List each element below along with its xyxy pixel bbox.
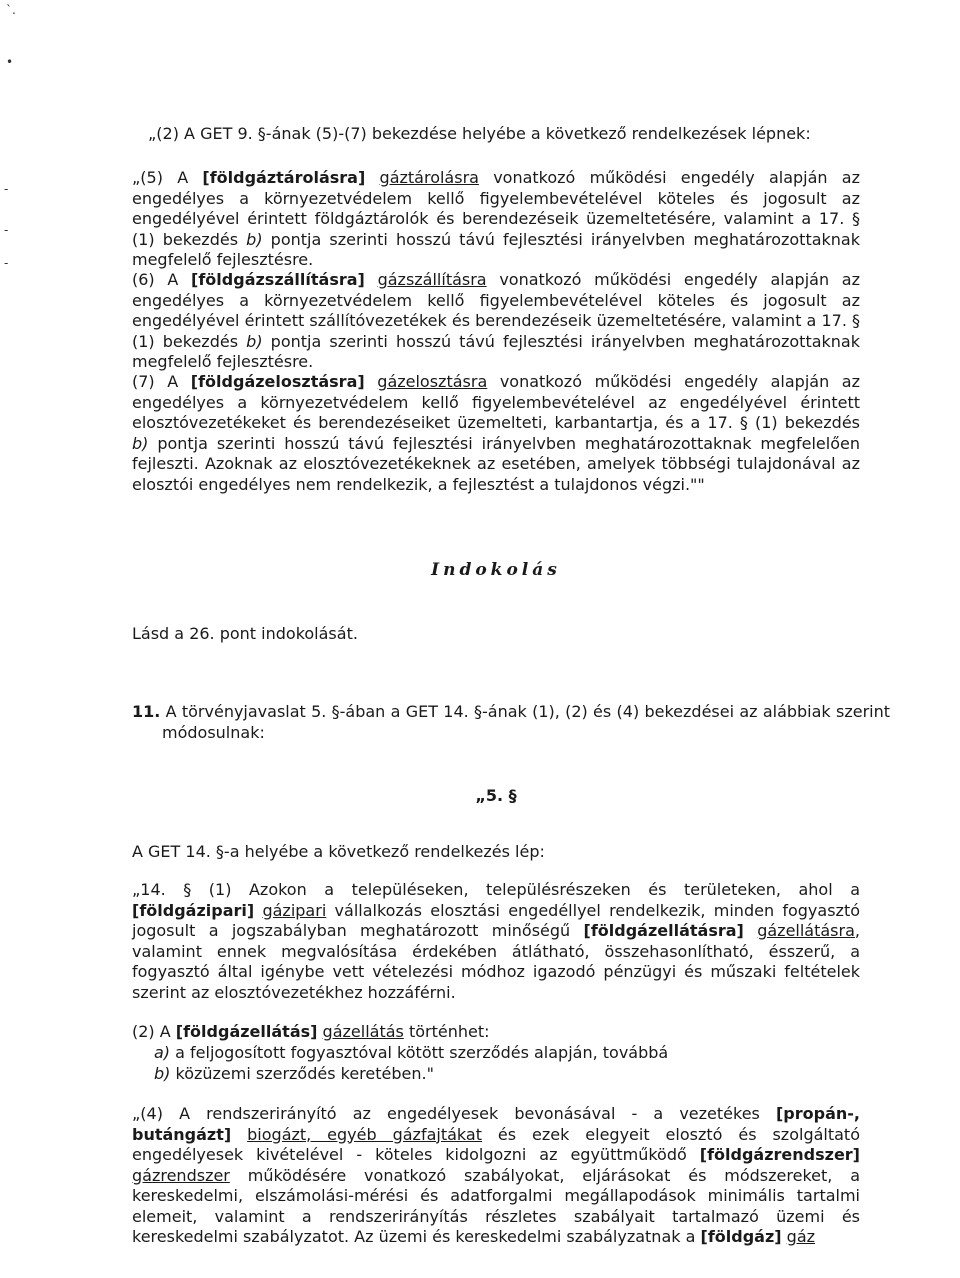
indokolas-heading: Indokolás [431,560,561,580]
section-heading: „5. § [475,786,517,805]
paragraph-14-1: „14. § (1) Azokon a településeken, településrészeken és területeken, ahol a [földgázipari] gázipari vállalkozás elosztási engedéllyel rendelkezik, minden fogyasztó jogosult a jogszabályban meghatározott minőségű [földgázellátásra] gázellátásra, valamint ennek megvalósítása érdekében átlátható, összehasonlítható, ésszerű, a fogyasztó által igénybe vett vételezési módhoz igazodó pénzügyi és műszaki feltételek szerint az elosztóvezetékhez hozzáférni. [132,880,860,1002]
get14-intro: A GET 14. §-a helyébe a következő rendelkezés lép: [132,842,545,861]
list-item-b: b) közüzemi szerződés keretében." [154,1064,434,1083]
paragraph-5: „(5) A [földgáztárolásra] gáztárolásra vonatkozó működési engedély alapján az engedélyes a környezetvédelem kellő figyelembevételével köteles és jogosult az engedélyével érintett földgáztárolók és berendezéseik üzemeltetésére, valamint a 17. § (1) bekezdés b) pontja szerinti hosszú távú fejlesztési irányelvben meghatározottaknak megfelelő fejlesztésre. [132,168,861,269]
paragraph-14-4: „(4) A rendszerirányító az engedélyesek bevonásával - a vezetékes [propán-, butángázt] biogázt, egyéb gázfajtákat és ezek elegyeit elosztó és szolgáltató engedélyesek kivételével - köteles kidolgozni az együttműködő [földgázrendszer] gázrendszer működésére vonatkozó szabályokat, eljárásokat és módszereket, a kereskedelmi, elszámolási-mérési és adatforgalmi megállapodások minimális tartalmi elemeit, valamint a rendszerirányítás részletes szabályait tartalmazó üzemi és kereskedelmi szabályzatot. Az üzemi és kereskedelmi szabályzatnak a [földgáz] gáz [132,1104,860,1246]
item-11: 11. A törvényjavaslat 5. §-ában a GET 14. §-ának (1), (2) és (4) bekezdései az alábbiak szerint módosulnak: [132,702,890,742]
scan-mark: - [4,182,9,196]
list-item-a: a) a feljogosított fogyasztóval kötött szerződés alapján, továbbá [154,1043,669,1062]
indokolas-text: Lásd a 26. pont indokolását. [132,624,358,643]
scan-mark: - [4,223,9,237]
paragraph-6: (6) A [földgázszállításra] gázszállításra vonatkozó működési engedély alapján az engedélyes a környezetvédelem kellő figyelembevételével köteles és jogosult az engedélyével érintett szállítóvezetékek és berendezéseik üzemeltetésére, valamint a 17. § (1) bekezdés b) pontja szerinti hosszú távú fejlesztési irányelvben meghatározottaknak megfelelő fejlesztésre. [132,270,861,371]
scan-mark: • [6,55,14,69]
paragraph-14-2: (2) A [földgázellátás] gázellátás történhet: [132,1022,490,1041]
paragraph-7: (7) A [földgázelosztásra] gázelosztásra vonatkozó működési engedély alapján az engedélyes a környezetvédelem kellő figyelembevételével az engedélyével érintett elosztóvezetékeket és berendezéseiket üzemelteti, karbantartja, és a 17. § (1) bekezdés b) pontja szerinti hosszú távú fejlesztési irányelvben meghatározottaknak megfelelően fejleszti. Azoknak az elosztóvezetékeknek az esetében, amelyek többségi tulajdonával az elosztói engedélyes nem rendelkezik, a fejlesztést a tulajdonos végzi."" [132,372,861,494]
intro-paragraph: „(2) A GET 9. §-ának (5)-(7) bekezdése helyébe a következő rendelkezések lépnek: [148,124,811,143]
scan-mark: - [4,256,9,270]
scan-mark: `. [6,3,16,17]
